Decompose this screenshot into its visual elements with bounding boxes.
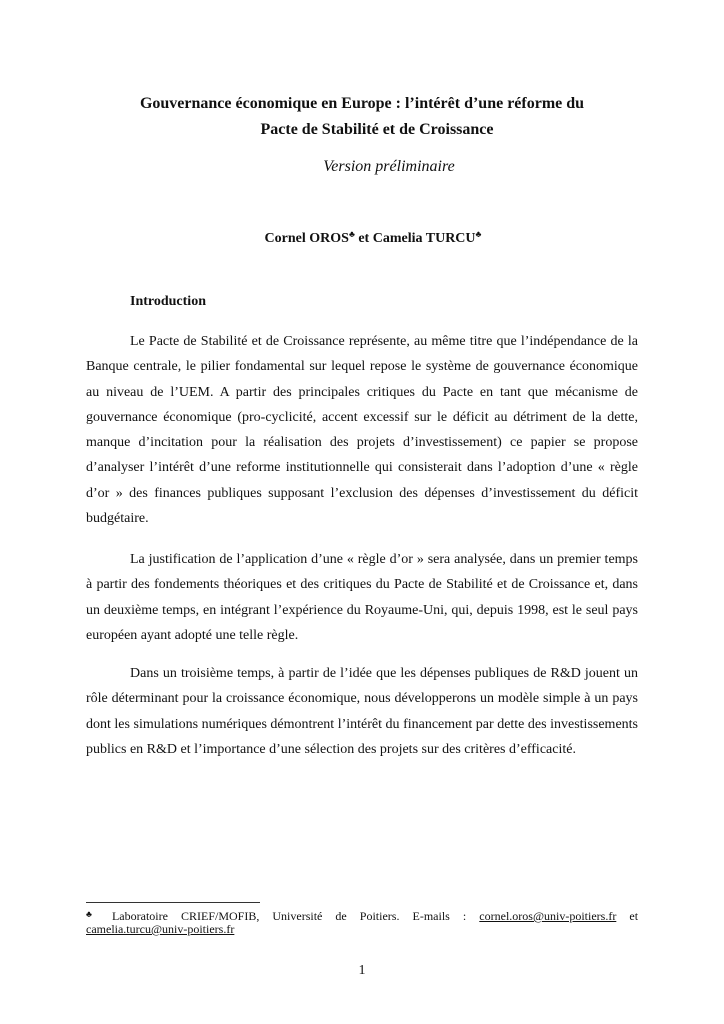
- footnote-affiliation: Laboratoire CRIEF/MOFIB, Université de Poitiers. E-mails :: [111, 909, 467, 923]
- footnote-mark-icon: ♣: [86, 909, 102, 919]
- paragraph-2: La justification de l’application d’une « règle d’or » sera analysée, dans un premier temps à partir des fondements théoriques et des critiques du Pacte de Stabilité et de Croissance et, dans un deuxième temps, en intégrant l’expérience du Royaume-Uni, qui, depuis 1998, est le seul pays européen ayant adopté une telle règle.: [86, 552, 638, 643]
- title-line-2: Pacte de Stabilité et de Croissance: [260, 121, 494, 138]
- author-line: [86, 229, 638, 247]
- affiliation-mark-icon: ♣: [475, 229, 482, 239]
- version-subtitle: Version préliminaire: [323, 158, 455, 175]
- title-line-1: Gouvernance économique en Europe : l’intérêt d’une réforme du: [139, 95, 585, 112]
- paragraph-3: Dans un troisième temps, à partir de l’idée que les dépenses publiques de R&D jouent un rôle déterminant pour la croissance économique, nous développerons un modèle simple à un pays dont les simulations numériques démontrent l’intérêt du financement par dette des investissements publics en R&D et l’importance d’une sélection des projets sur des critères d’efficacité.: [86, 666, 638, 757]
- affiliation-mark-icon: ♣: [348, 229, 355, 239]
- author-oros: Cornel OROS: [264, 231, 349, 246]
- footnote-divider: [86, 902, 260, 903]
- page-number: 1: [358, 963, 366, 978]
- section-heading-introduction: Introduction: [130, 294, 206, 309]
- paper-title: [86, 91, 638, 143]
- author-connector: et: [358, 231, 370, 246]
- footnote-continuation: [86, 922, 234, 937]
- footnote-connector: et: [629, 909, 639, 923]
- paragraph-1: Le Pacte de Stabilité et de Croissance représente, au même titre que l’indépendance de la Banque centrale, le pilier fondamental sur lequel repose le système de gouvernance économique au niveau de l’UEM. A partir des principales critiques du Pacte en tant que mécanisme de gouvernance économique (pro-cyclicité, accent excessif sur le déficit au détriment de la dette, manque d’incitation pour la réalisation des projets d’investissement) ce papier se propose d’analyser l’intérêt d’une reforme institutionnelle qui consisterait dans l’adoption d’une « règle d’or » des finances publiques supposant l’exclusion des dépenses d’investissement du déficit budgétaire.: [86, 334, 638, 527]
- email-link-oros[interactable]: cornel.oros@univ-poitiers.fr: [479, 909, 617, 923]
- email-link-turcu[interactable]: camelia.turcu@univ-poitiers.fr: [86, 922, 235, 936]
- author-turcu: Camelia TURCU: [372, 231, 476, 246]
